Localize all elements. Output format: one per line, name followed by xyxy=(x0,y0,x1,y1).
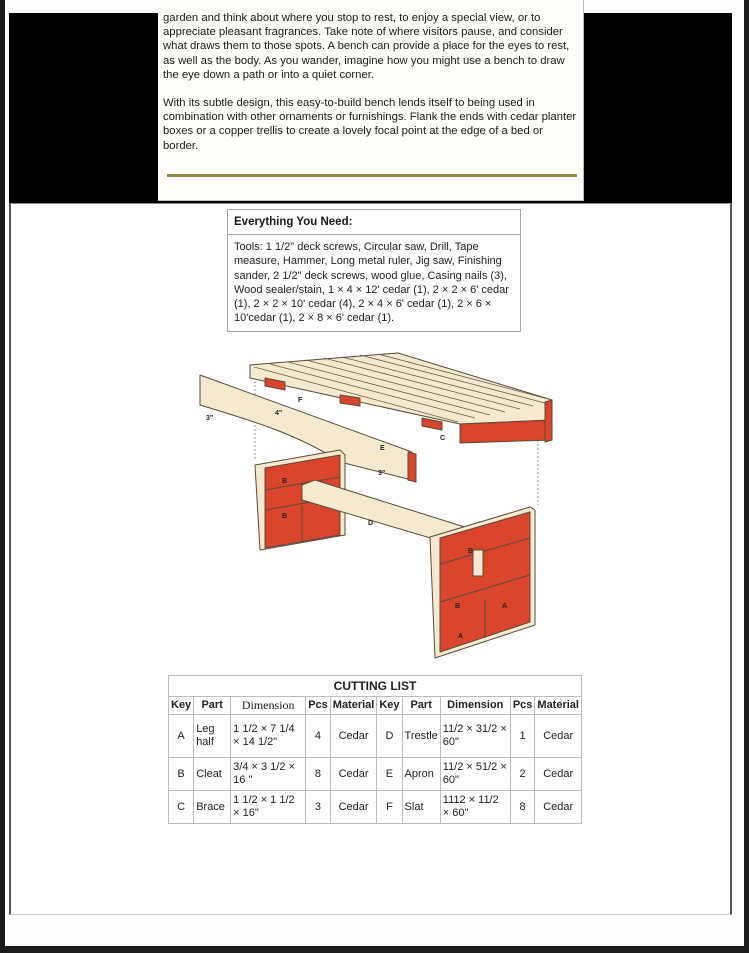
cell-key: D xyxy=(377,715,402,758)
divider-rule xyxy=(167,174,577,177)
col-header: Material xyxy=(535,697,582,715)
svg-text:B: B xyxy=(468,548,474,555)
cell-dimension: 1112 × 11/2 × 60" xyxy=(440,791,510,824)
bench-exploded-diagram xyxy=(190,340,560,665)
cell-material: Cedar xyxy=(535,715,582,758)
col-header: Key xyxy=(377,697,402,715)
svg-text:4": 4" xyxy=(275,410,283,417)
cell-part: Leg half xyxy=(194,715,231,758)
cutting-list-table xyxy=(168,675,582,824)
cell-pcs: 8 xyxy=(306,758,331,791)
svg-text:B: B xyxy=(282,513,288,520)
cell-pcs: 3 xyxy=(306,791,331,824)
cell-part: Cleat xyxy=(194,758,231,791)
article-paragraph-1: garden and think about where you stop to rest, to enjoy a special view, or to appreciate pleasant fragrances. Take note of where visitors pause, and consider what draws them to those spots. A bench can provide a place for the eyes to rest, as well as the body. As you wander, imagine how you might use a bench to draw the eye down a path or into a quiet corner. xyxy=(163,12,570,81)
needs-body: Tools: 1 1/2" deck screws, Circular saw, Drill, Tape measure, Hammer, Long metal ruler, Jig saw, Finishing sander, 2 1/2" deck screws, wood glue, Casing nails (3), Wood sealer/stain, 1 × 4 × 12' cedar (1), 2 × 2 × 6' cedar (1), 2 × 2 × 10' cedar (4), 2 × 4 × 6' cedar (1), 2 × 6 × 10'cedar (1), 2 × 8 × 6' cedar (1). xyxy=(234,241,509,325)
svg-text:F: F xyxy=(298,397,303,404)
svg-text:A: A xyxy=(502,603,508,610)
cell-material: Cedar xyxy=(535,758,582,791)
cell-dimension: 3/4 × 3 1/2 × 16 " xyxy=(231,758,306,791)
svg-text:3": 3" xyxy=(378,470,386,477)
table-row xyxy=(169,758,582,791)
everything-you-need-box xyxy=(227,209,521,332)
cell-key: B xyxy=(169,758,194,791)
cell-dimension: 1 1/2 × 1 1/2 × 16" xyxy=(231,791,306,824)
cell-key: E xyxy=(377,758,402,791)
col-header: Material xyxy=(330,697,377,715)
col-header: Dimension xyxy=(231,697,306,715)
cell-key: C xyxy=(169,791,194,824)
table-header-row xyxy=(169,697,582,715)
svg-text:3": 3" xyxy=(206,415,214,422)
article-paragraph-2: With its subtle design, this easy-to-build bench lends itself to being used in combination with other ornaments or furnishings. Flank the ends with cedar planter boxes or a copper trellis to create a lovely focal point at the edge of a bed or border. xyxy=(163,97,577,152)
cell-part: Apron xyxy=(402,758,440,791)
cell-pcs: 1 xyxy=(510,715,535,758)
cell-key: F xyxy=(377,791,402,824)
cell-key: A xyxy=(169,715,194,758)
article-text-column xyxy=(158,0,584,201)
cell-dimension: 11/2 × 51/2 × 60" xyxy=(440,758,510,791)
cell-part: Brace xyxy=(194,791,231,824)
cell-material: Cedar xyxy=(535,791,582,824)
col-header: Part xyxy=(194,697,231,715)
col-header: Pcs xyxy=(510,697,535,715)
cell-dimension: 1 1/2 × 7 1/4 × 14 1/2" xyxy=(231,715,306,758)
col-header: Pcs xyxy=(306,697,331,715)
svg-text:A: A xyxy=(458,633,464,640)
table-row xyxy=(169,715,582,758)
cell-material: Cedar xyxy=(330,715,377,758)
cell-pcs: 8 xyxy=(510,791,535,824)
svg-text:B: B xyxy=(282,478,288,485)
cell-material: Cedar xyxy=(330,791,377,824)
svg-text:E: E xyxy=(380,445,385,452)
table-row xyxy=(169,791,582,824)
col-header: Key xyxy=(169,697,194,715)
svg-text:C: C xyxy=(440,435,446,442)
col-header: Part xyxy=(402,697,440,715)
cell-part: Trestle xyxy=(402,715,440,758)
col-header: Dimension xyxy=(440,697,510,715)
cell-material: Cedar xyxy=(330,758,377,791)
cutting-list-title: CUTTING LIST xyxy=(169,676,582,697)
svg-text:D: D xyxy=(368,520,374,527)
cell-pcs: 2 xyxy=(510,758,535,791)
needs-title: Everything You Need: xyxy=(228,210,520,235)
cell-dimension: 11/2 × 31/2 × 60" xyxy=(440,715,510,758)
cell-part: Slat xyxy=(402,791,440,824)
cell-pcs: 4 xyxy=(306,715,331,758)
svg-text:B: B xyxy=(455,603,461,610)
